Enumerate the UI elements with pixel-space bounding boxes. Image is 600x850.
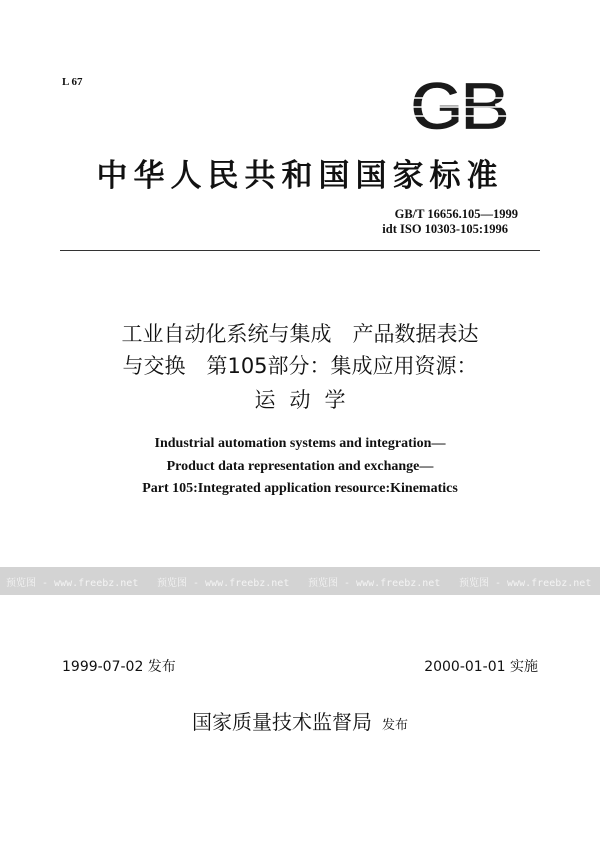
gb-logo-text: GB	[409, 76, 507, 138]
watermark-text: 预览图 - www.freebz.net	[157, 578, 290, 589]
watermark-text: 预览图 - www.freebz.net	[459, 578, 592, 589]
title-en-line1: Industrial automation systems and integration—	[154, 436, 446, 451]
org-title: 中华人民共和国国家标准	[96, 158, 504, 194]
watermark-text: 预览图 - www.freebz.net	[308, 578, 441, 589]
standard-idt: idt ISO 10303-105:1996	[382, 222, 508, 236]
title-cn-line3: 运动学	[254, 388, 360, 412]
gb-logo	[396, 76, 520, 138]
title-cn-line1: 工业自动化系统与集成 产品数据表达	[121, 322, 479, 346]
issue-date: 1999-07-02 发布	[62, 659, 176, 675]
standard-number: GB/T 16656.105—1999	[394, 207, 518, 221]
classification-code: L 67	[62, 76, 83, 88]
title-en-line3: Part 105:Integrated application resource:Kinematics	[142, 481, 458, 496]
title-en-line2: Product data representation and exchange—	[166, 459, 434, 474]
title-cn-line2: 与交换 第105部分：集成应用资源：	[122, 354, 478, 378]
publisher-name: 国家质量技术监督局	[191, 710, 372, 734]
header-divider	[60, 250, 540, 251]
publisher	[0, 706, 600, 735]
watermark-text: 预览图 - www.freebz.net	[6, 578, 139, 589]
effective-date: 2000-01-01 实施	[424, 659, 538, 675]
publisher-tag: 发布	[381, 718, 408, 733]
